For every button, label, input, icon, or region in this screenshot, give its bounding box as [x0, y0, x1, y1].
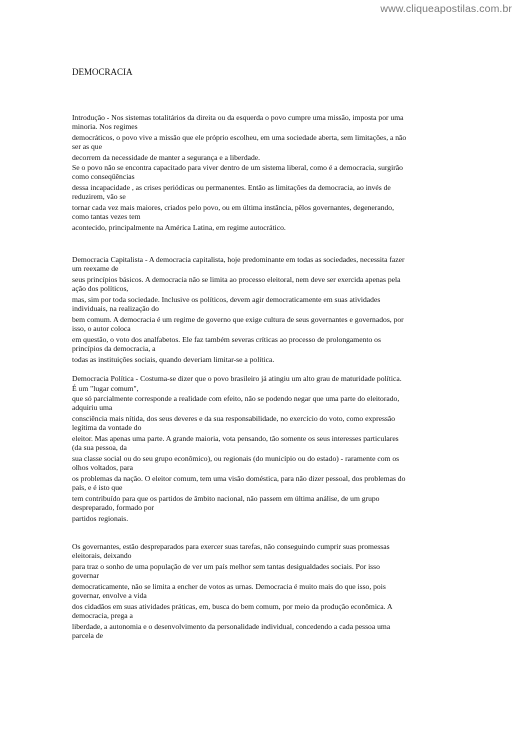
text-line: parcela de — [72, 631, 103, 640]
text-line: para traz o sonho de uma população de ver um país melhor sem tantas desigualdades sociais. Por isso — [72, 562, 380, 571]
text-line: tem contribuído para que os partidos de âmbito nacional, não passem em última análise, de um grupo — [72, 494, 380, 503]
text-line: governar — [72, 571, 99, 580]
text-line: ser as que — [72, 142, 102, 151]
text-line: um reexame de — [72, 264, 119, 273]
text-line: consciência mais nítida, dos seus deveres e da sua responsabilidade, no exercício do voto, como expressão — [72, 414, 396, 423]
text-line: individuais, na realização do — [72, 304, 159, 313]
text-line: bem comum. A democracia é um regime de governo que exige cultura de seus governantes e governados, por — [72, 315, 404, 324]
text-line: ação dos políticos, — [72, 284, 129, 293]
text-line: todas as instituições sociais, quando deveriam limitar-se a política. — [72, 355, 275, 364]
document-title: DEMOCRACIA — [72, 67, 133, 77]
text-line: isso, o autor coloca — [72, 324, 131, 333]
text-line: tornar cada vez mais maiores, criados pelo povo, ou em última instância, pêlos governantes, degenerando, — [72, 203, 394, 212]
text-line: liberdade, a autonomia e o desenvolvimento da personalidade individual, concedendo a cada pessoa uma — [72, 622, 391, 631]
text-line: Democracia Política - Costuma-se dizer que o povo brasileiro já atingiu um alto grau de maturidade política. — [72, 374, 402, 383]
text-line: democracia, prega a — [72, 611, 133, 620]
text-line: país, e é isto que — [72, 483, 123, 492]
text-line: É um "lugar comum", — [72, 384, 139, 393]
text-line: governar, envolve a vida — [72, 591, 147, 600]
text-line: sua classe social ou do seu grupo econômico), ou regionais (do município ou do estado) - raramente com os — [72, 454, 400, 463]
text-line: despreparado, formado por — [72, 503, 155, 512]
text-line: dessa incapacidade , as crises periódicas ou permanentes. Então as limitações da democracia, ao invés de — [72, 183, 391, 192]
text-line: (da sua pessoa, da — [72, 443, 127, 452]
text-line: partidos regionais. — [72, 514, 129, 523]
text-line: princípios da democracia, a — [72, 344, 156, 353]
text-line: adquiriu uma — [72, 403, 113, 412]
text-line: olhos voltados, para — [72, 463, 133, 472]
text-line: seus princípios básicos. A democracia não se limita ao processo eleitoral, nem deve ser exercida apenas pela — [72, 275, 401, 284]
text-line: como conseqüências — [72, 172, 135, 181]
text-line: dos cidadãos em suas atividades práticas, em, busca do bem comum, por meio da produção econômica. A — [72, 602, 393, 611]
text-line: Introdução - Nos sistemas totalitários da direita ou da esquerda o povo cumpre uma missão, imposta por uma — [72, 113, 404, 122]
text-line: Se o povo não se encontra capacitado para viver dentro de um sistema liberal, como é a democracia, surgirão — [72, 163, 403, 172]
text-line: minoria. Nos regimes — [72, 122, 138, 131]
text-line: acontecido, principalmente na América Latina, em regime autocrático. — [72, 223, 286, 232]
text-line: decorrem da necessidade de manter a segurança e a liberdade. — [72, 153, 261, 162]
text-line: legítima da vontade do — [72, 423, 142, 432]
site-watermark: www.cliqueapostilas.com.br — [380, 3, 512, 15]
text-line: democraticamente, não se limita a encher de votos as urnas. Democracia é muito mais do que isso, pois — [72, 582, 386, 591]
text-line: que só parcialmente corresponde a realidade com efeito, não se podendo negar que uma parte do eleitorado, — [72, 394, 400, 403]
text-line: democráticos, o povo vive a missão que ele próprio escolheu, em uma sociedade aberta, sem limitações, a não — [72, 133, 407, 142]
text-line: eleitor. Mas apenas uma parte. A grande maioria, vota pensando, tão somente os seus interesses particulares — [72, 434, 399, 443]
text-line: Democracia Capitalista - A democracia capitalista, hoje predominante em todas as sociedades, necessita fazer — [72, 255, 405, 264]
text-line: em questão, o voto dos analfabetos. Ele faz também severas críticas ao processo de prolongamento os — [72, 335, 381, 344]
text-line: os problemas da nação. O eleitor comum, tem uma visão doméstica, para não dizer pessoal, dos problemas do — [72, 474, 406, 483]
text-line: eleitorais, deixando — [72, 551, 132, 560]
text-line: Os governantes, estão despreparados para exercer suas tarefas, não conseguindo cumprir suas promessas — [72, 542, 390, 551]
text-line: reduzirem, vão se — [72, 192, 126, 201]
text-line: como tantas vezes tem — [72, 212, 141, 221]
text-line: mas, sim por toda sociedade. Inclusive os políticos, devem agir democraticamente em suas atividades — [72, 295, 381, 304]
